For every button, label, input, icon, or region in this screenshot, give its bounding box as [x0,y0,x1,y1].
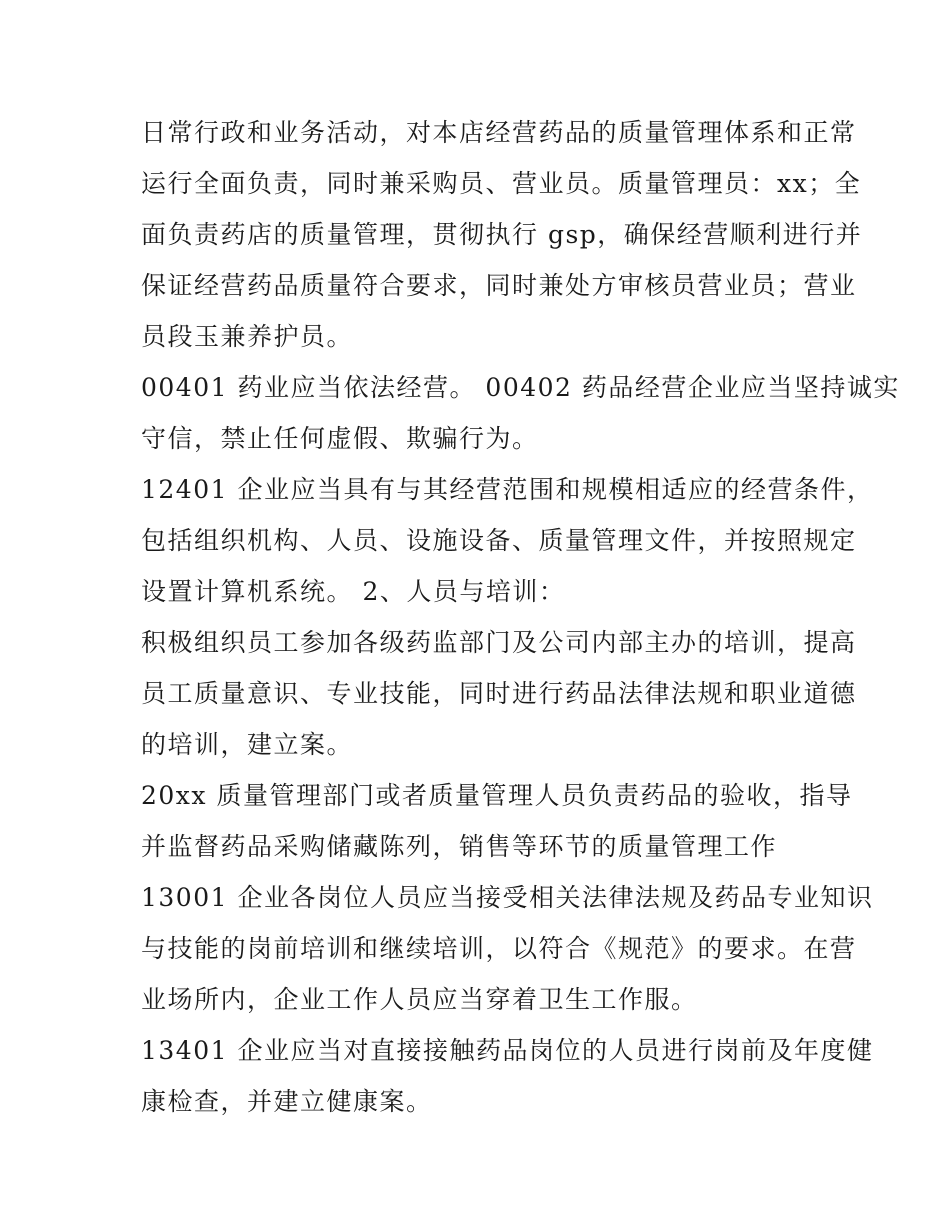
text-line: 运行全面负责，同时兼采购员、营业员。质量管理员：xx；全 [141,169,862,198]
paragraph-staff-duties [141,107,863,362]
text-line: 保证经营药品质量符合要求，同时兼处方审核员营业员；营业 [141,271,857,300]
text-line: 12401 企业应当具有与其经营范围和规模相适应的经营条件， [141,475,874,504]
paragraph-13401 [141,1025,874,1127]
paragraph-12401 [141,464,874,617]
text-line: 员工质量意识、专业技能，同时进行药品法律法规和职业道德 [141,679,857,708]
text-line: 00401 药业应当依法经营。 00402 药品经营企业应当坚持诚实 [141,373,900,402]
paragraph-13001 [141,872,874,1025]
text-line: 面负责药店的质量管理，贯彻执行 gsp，确保经营顺利进行并 [141,220,863,249]
text-line: 的培训，建立案。 [141,730,354,759]
document-body [141,107,900,1127]
text-line: 并监督药品采购储藏陈列，销售等环节的质量管理工作 [141,832,778,861]
text-line: 13001 企业各岗位人员应当接受相关法律法规及药品专业知识 [141,883,874,912]
text-line: 13401 企业应当对直接接触药品岗位的人员进行岗前及年度健 [141,1036,874,1065]
paragraph-00401 [141,362,900,464]
paragraph-training [141,617,857,770]
text-line: 设置计算机系统。 2、人员与培训： [141,577,566,606]
text-line: 员段玉兼养护员。 [141,322,354,351]
paragraph-20xx [141,770,853,872]
text-line: 20xx 质量管理部门或者质量管理人员负责药品的验收，指导 [141,781,853,810]
text-line: 守信，禁止任何虚假、欺骗行为。 [141,424,539,453]
text-line: 业场所内，企业工作人员应当穿着卫生工作服。 [141,985,698,1014]
text-line: 康检查，并建立健康案。 [141,1087,433,1116]
text-line: 积极组织员工参加各级药监部门及公司内部主办的培训，提高 [141,628,857,657]
text-line: 与技能的岗前培训和继续培训，以符合《规范》的要求。在营 [141,934,857,963]
text-line: 包括组织机构、人员、设施设备、质量管理文件，并按照规定 [141,526,857,555]
text-line: 日常行政和业务活动，对本店经营药品的质量管理体系和正常 [141,118,857,147]
